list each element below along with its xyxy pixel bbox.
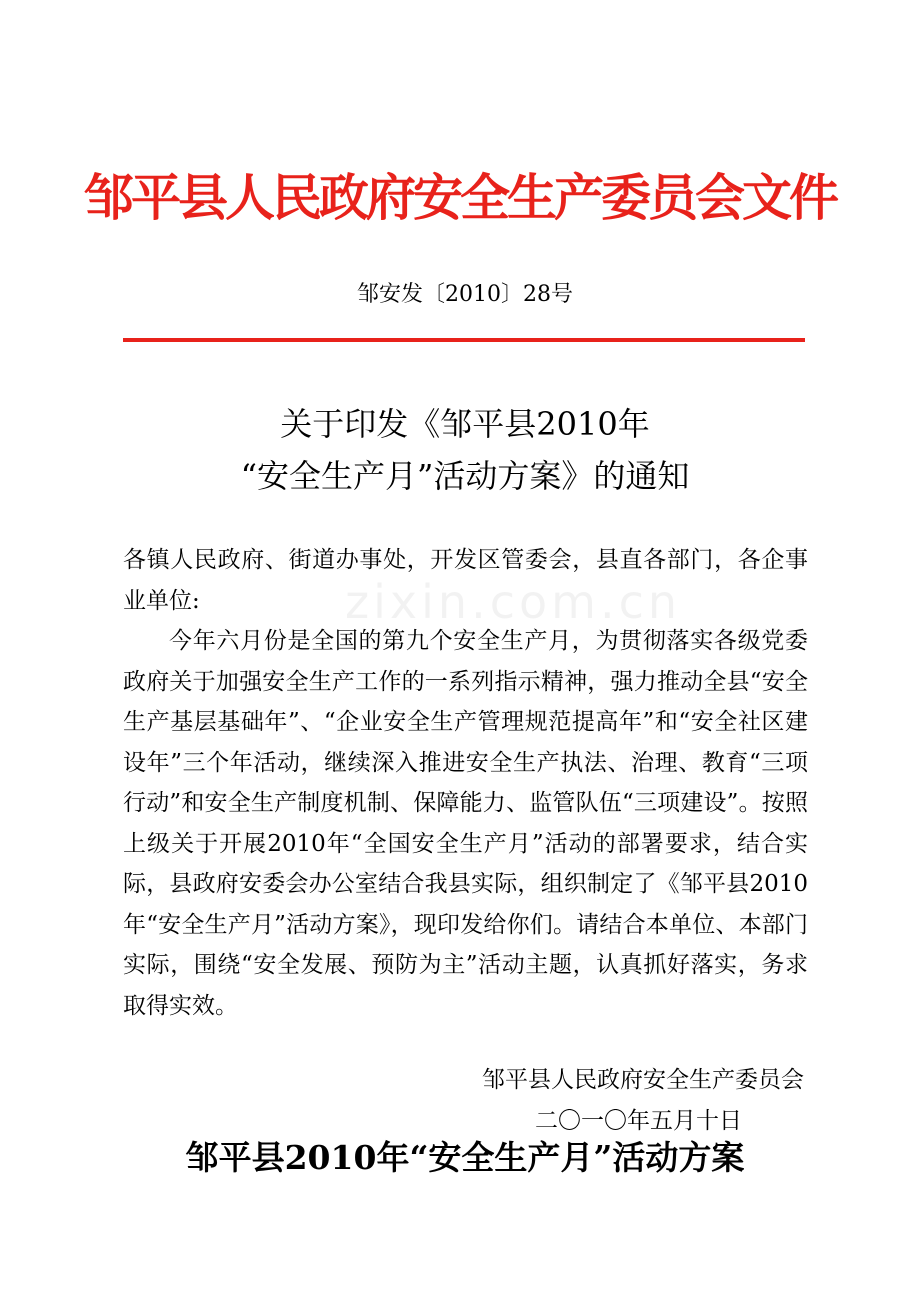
watermark: zixin.com.cn [345,575,682,629]
notice-body [123,540,808,1026]
document-header-title: 邹平县人民政府安全生产委员会文件 [84,169,836,227]
body-paragraph: 今年六月份是全国的第九个安全生产月，为贯彻落实各级党委政府关于加强安全生产工作的一系列指示精神，强力推动全县“安全生产基层基础年”、“企业安全生产管理规范提高年”和“安全社区建设年”三个年活动，继续深入推进安全生产执法、治理、教育“三项行动”和安全生产制度机制、保障能力、监管队伍“三项建设”。按照上级关于开展2010年“全国安全生产月”活动的部署要求，结合实际，县政府安委会办公室结合我县实际，组织制定了《邹平县2010年“安全生产月”活动方案》，现印发给你们。请结合本单位、本部门实际，围绕“安全发展、预防为主”活动主题，认真抓好落实，务求取得实效。 [123,628,808,1019]
addressee: 各镇人民政府、街道办事处，开发区管委会，县直各部门，各企事业单位: [123,547,808,614]
signer: 邹平县人民政府安全生产委员会 [482,1067,804,1093]
notice-title-line-1: 关于印发《邹平县2010年 [280,405,650,443]
notice-title [0,398,920,502]
document-number: 邹安发〔2010〕28号 [357,282,573,307]
plan-title: 邹平县2010年“安全生产月”活动方案 [185,1138,745,1177]
signature-date: 二〇一〇年五月十日 [535,1108,742,1134]
red-header-rule [123,338,805,342]
notice-title-line-2: “安全生产月”活动方案》的通知 [240,457,690,495]
